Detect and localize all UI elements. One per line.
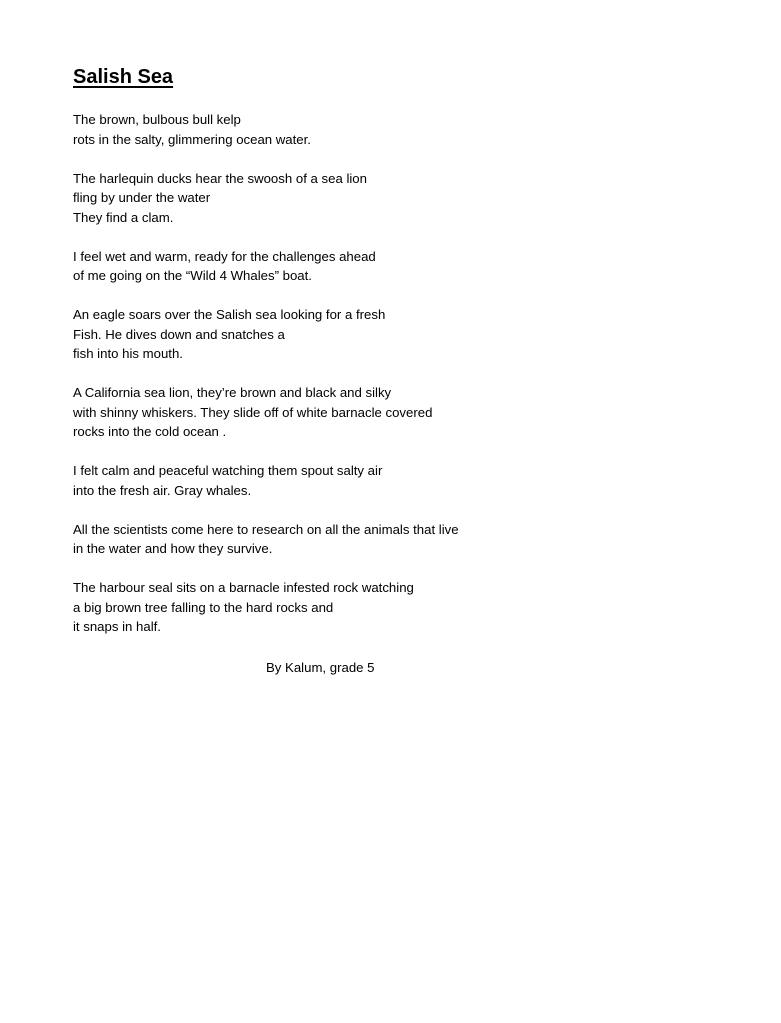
poem-line: of me going on the “Wild 4 Whales” boat. <box>73 268 312 283</box>
poem-line: fish into his mouth. <box>73 346 183 361</box>
poem-body <box>73 110 733 656</box>
stanza <box>73 520 733 559</box>
stanza <box>73 169 733 228</box>
poem-line: rots in the salty, glimmering ocean water. <box>73 131 311 147</box>
poem-line: The brown, bulbous bull kelp <box>73 112 241 127</box>
poem-line: The harlequin ducks hear the swoosh of a sea lion <box>73 170 367 186</box>
poem-line: rocks into the cold ocean . <box>73 424 227 439</box>
poem-line: I felt calm and peaceful watching them spout salty air <box>73 463 383 478</box>
poem-line: in the water and how they survive. <box>73 541 273 556</box>
stanza <box>73 461 733 500</box>
stanza <box>73 247 733 286</box>
poem-line: a big brown tree falling to the hard rocks and <box>73 599 334 615</box>
poem-line: with shinny whiskers. They slide off of white barnacle covered <box>73 404 433 420</box>
poem-line: The harbour seal sits on a barnacle infested rock watching <box>73 580 414 595</box>
stanza <box>73 305 733 364</box>
stanza <box>73 110 733 149</box>
poem-line: it snaps in half. <box>73 619 161 634</box>
poem-line: I feel wet and warm, ready for the challenges ahead <box>73 248 376 264</box>
stanza <box>73 383 733 442</box>
poem-line: A California sea lion, they’re brown and black and silky <box>73 385 392 400</box>
poem-line: into the fresh air. Gray whales. <box>73 482 252 498</box>
poem-title: Salish Sea <box>73 66 174 88</box>
poem-line: fling by under the water <box>73 190 211 205</box>
poem-line: All the scientists come here to research on all the animals that live <box>73 521 459 537</box>
poem-line: They find a clam. <box>73 209 174 225</box>
stanza <box>73 578 733 637</box>
poem-line: An eagle soars over the Salish sea looking for a fresh <box>73 307 386 322</box>
poem-line: Fish. He dives down and snatches a <box>73 326 285 342</box>
author-byline: By Kalum, grade 5 <box>266 660 375 675</box>
